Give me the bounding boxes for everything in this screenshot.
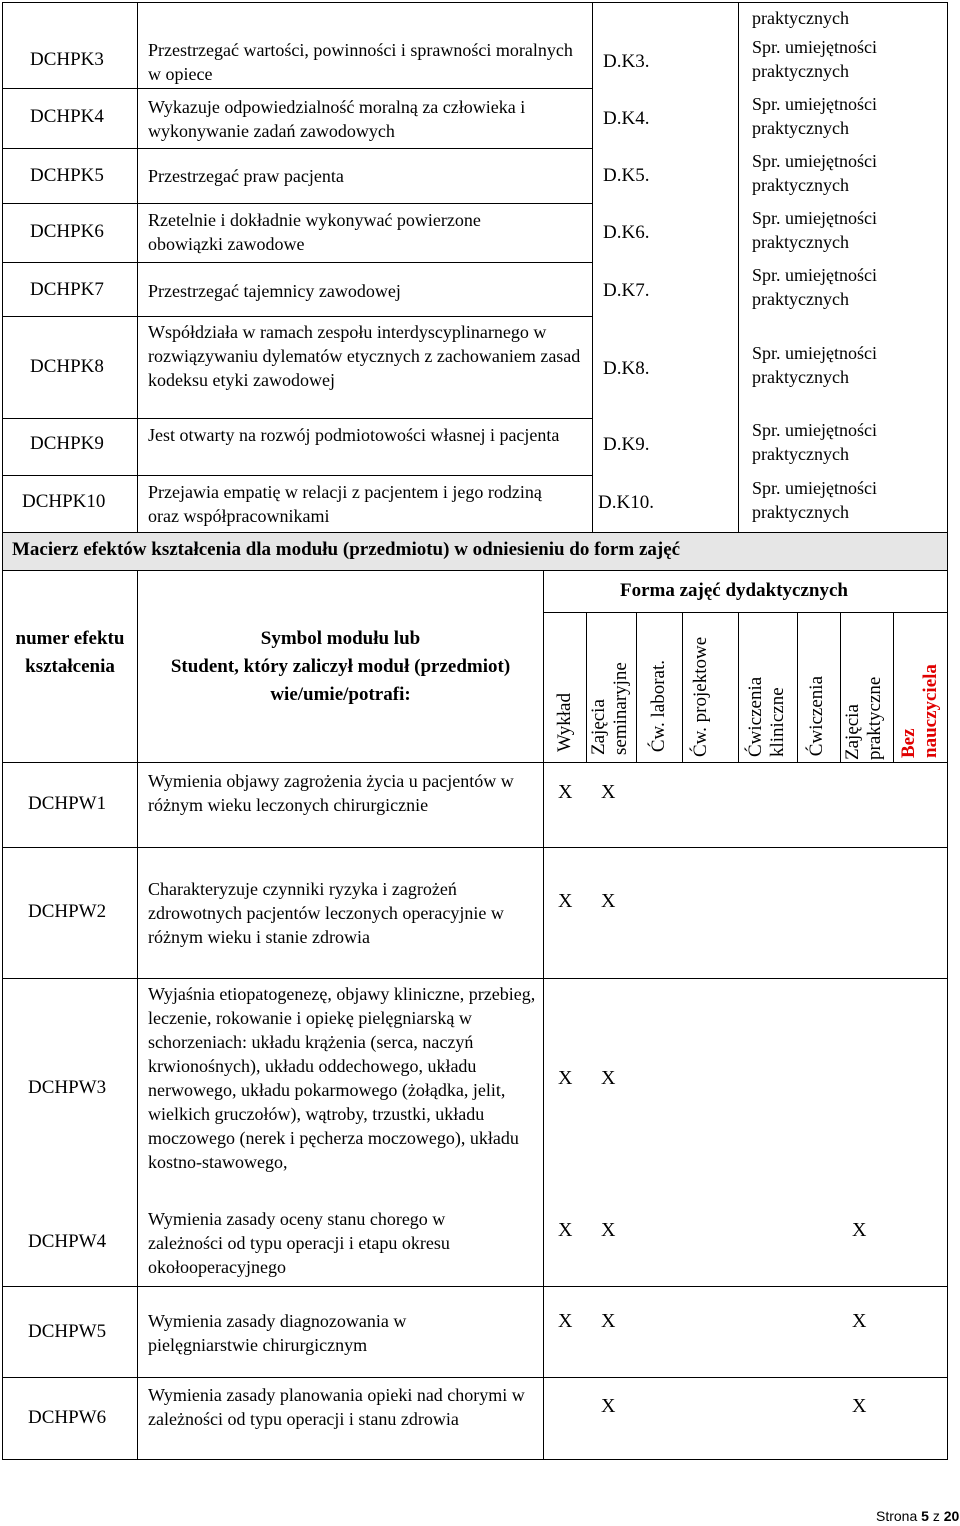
mark-x: X [601,1067,616,1089]
mark-x: X [601,1310,616,1332]
verification-form: Spr. umiejętności praktycznych [752,265,877,309]
footer-sep: z [932,1508,940,1524]
outcome-description: Jest otwarty na rozwój podmiotowości własnej i pacjenta [148,425,560,445]
outcome-code: DCHPK8 [30,356,104,377]
mark-x: X [601,1219,616,1241]
mark-x: X [601,1395,616,1417]
form-header-zajecia-praktyczne: Zajęcia praktyczne [842,676,885,760]
outcome-reference: D.K8. [603,358,650,379]
outcome-code: DCHPW3 [28,1077,107,1098]
verification-form: Spr. umiejętności praktycznych [752,478,877,522]
form-header-wyklad: Wykład [554,692,575,752]
outcome-reference: D.K10. [598,492,654,513]
symbol-header-line2: Student, który zaliczył moduł (przedmiot) [170,656,511,677]
form-header-bez-nauczyciela: Bez nauczyciela [898,664,941,758]
outcome-description: Przestrzegać praw pacjenta [148,166,344,186]
outcome-code: DCHPW2 [28,901,107,922]
outcome-description: Przestrzegać wartości, powinności i sprawności moralnych w opiece [148,40,573,84]
outcome-code: DCHPW6 [28,1407,107,1428]
mark-x: X [852,1395,867,1417]
verification-form: Spr. umiejętności praktycznych [752,208,877,252]
outcome-reference: D.K4. [603,108,650,129]
outcome-reference: D.K6. [603,222,650,243]
symbol-header-line1: Symbol modułu lub [260,628,421,649]
form-header-cwiczenia-kliniczne: Ćwiczenia kliniczne [745,676,788,757]
outcome-description: Wyjaśnia etiopatogenezę, objawy kliniczne, przebieg, leczenie, rokowanie i opiekę pielęgniarską w schorzeniach: układu krążenia (serca, naczyń krwionośnych), układu oddechowego, układu nerwowego, układu pokarmowego (żołądka, jelit, wielkich gruczołów), wątroby, trzustki, układu moczowego (nerek i pęcherza moczowego), układu kostno-stawowego, [148,984,536,1172]
matrix-title: Macierz efektów kształcenia dla modułu (przedmiotu) w odniesieniu do form zajęć [12,539,681,560]
outcome-code: DCHPK7 [30,279,104,300]
footer-total: 20 [943,1508,960,1524]
form-header-cwiczenia: Ćwiczenia [806,675,827,756]
outcome-code: DCHPK3 [30,49,104,70]
cut-top-text: praktycznych [752,8,849,28]
footer-label: Strona [876,1508,918,1524]
outcome-description: Rzetelnie i dokładnie wykonywać powierzone obowiązki zawodowe [148,210,481,254]
form-header-cw-projektowe: Ćw. projektowe [690,636,711,757]
form-header-zajecia-seminaryjne: Zajęcia seminaryjne [588,662,631,755]
mark-x: X [852,1310,867,1332]
outcome-code: DCHPK10 [22,491,106,512]
outcome-code: DCHPK5 [30,165,104,186]
outcome-description: Przestrzegać tajemnicy zawodowej [148,281,401,301]
forma-header: Forma zajęć dydaktycznych [620,580,848,601]
page-footer [876,1508,959,1524]
outcome-code: DCHPW5 [28,1321,107,1342]
verification-form: Spr. umiejętności praktycznych [752,37,877,81]
mark-x: X [558,781,573,803]
mark-x: X [558,1067,573,1089]
mark-x: X [558,1310,573,1332]
outcome-reference: D.K5. [603,165,650,186]
outcome-description: Współdziała w ramach zespołu interdyscyplinarnego w rozwiązywaniu dylematów etycznych z zachowaniem zasad kodeksu etyki zawodowej [148,322,581,390]
mark-x: X [558,890,573,912]
outcome-description: Wymienia zasady planowania opieki nad chorymi w zależności od typu operacji i stanu zdrowia [148,1385,525,1429]
outcome-description: Charakteryzuje czynniki ryzyka i zagrożeń zdrowotnych pacjentów leczonych operacyjnie w różnym wieku i stanie zdrowia [148,879,504,947]
outcome-reference: D.K3. [603,51,650,72]
outcome-code: DCHPK4 [30,106,104,127]
verification-form: Spr. umiejętności praktycznych [752,151,877,195]
symbol-header-line3: wie/umie/potrafi: [270,684,411,705]
numer-header: numer efektu kształcenia [15,628,125,677]
outcome-description: Wykazuje odpowiedzialność moralną za człowieka i wykonywanie zadań zawodowych [148,97,526,141]
outcome-code: DCHPK9 [30,433,104,454]
outcome-code: DCHPW1 [28,793,107,814]
mark-x: X [852,1219,867,1241]
outcome-description: Wymienia objawy zagrożenia życia u pacjentów w różnym wieku leczonych chirurgicznie [148,771,514,815]
verification-form: Spr. umiejętności praktycznych [752,94,877,138]
outcome-description: Przejawia empatię w relacji z pacjentem i jego rodziną oraz współpracownikami [148,482,542,526]
form-header-cw-laborat: Ćw. laborat. [648,659,669,752]
outcome-code: DCHPK6 [30,221,104,242]
outcome-reference: D.K9. [603,434,650,455]
verification-form: Spr. umiejętności praktycznych [752,343,877,387]
mark-x: X [558,1219,573,1241]
outcome-reference: D.K7. [603,280,650,301]
outcome-description: Wymienia zasady diagnozowania w pielęgniarstwie chirurgicznym [148,1311,407,1355]
footer-page: 5 [921,1508,929,1524]
outcome-description: Wymienia zasady oceny stanu chorego w zależności od typu operacji i etapu okresu okołooperacyjnego [148,1209,450,1277]
mark-x: X [601,781,616,803]
mark-x: X [601,890,616,912]
outcome-code: DCHPW4 [28,1231,107,1252]
verification-form: Spr. umiejętności praktycznych [752,420,877,464]
